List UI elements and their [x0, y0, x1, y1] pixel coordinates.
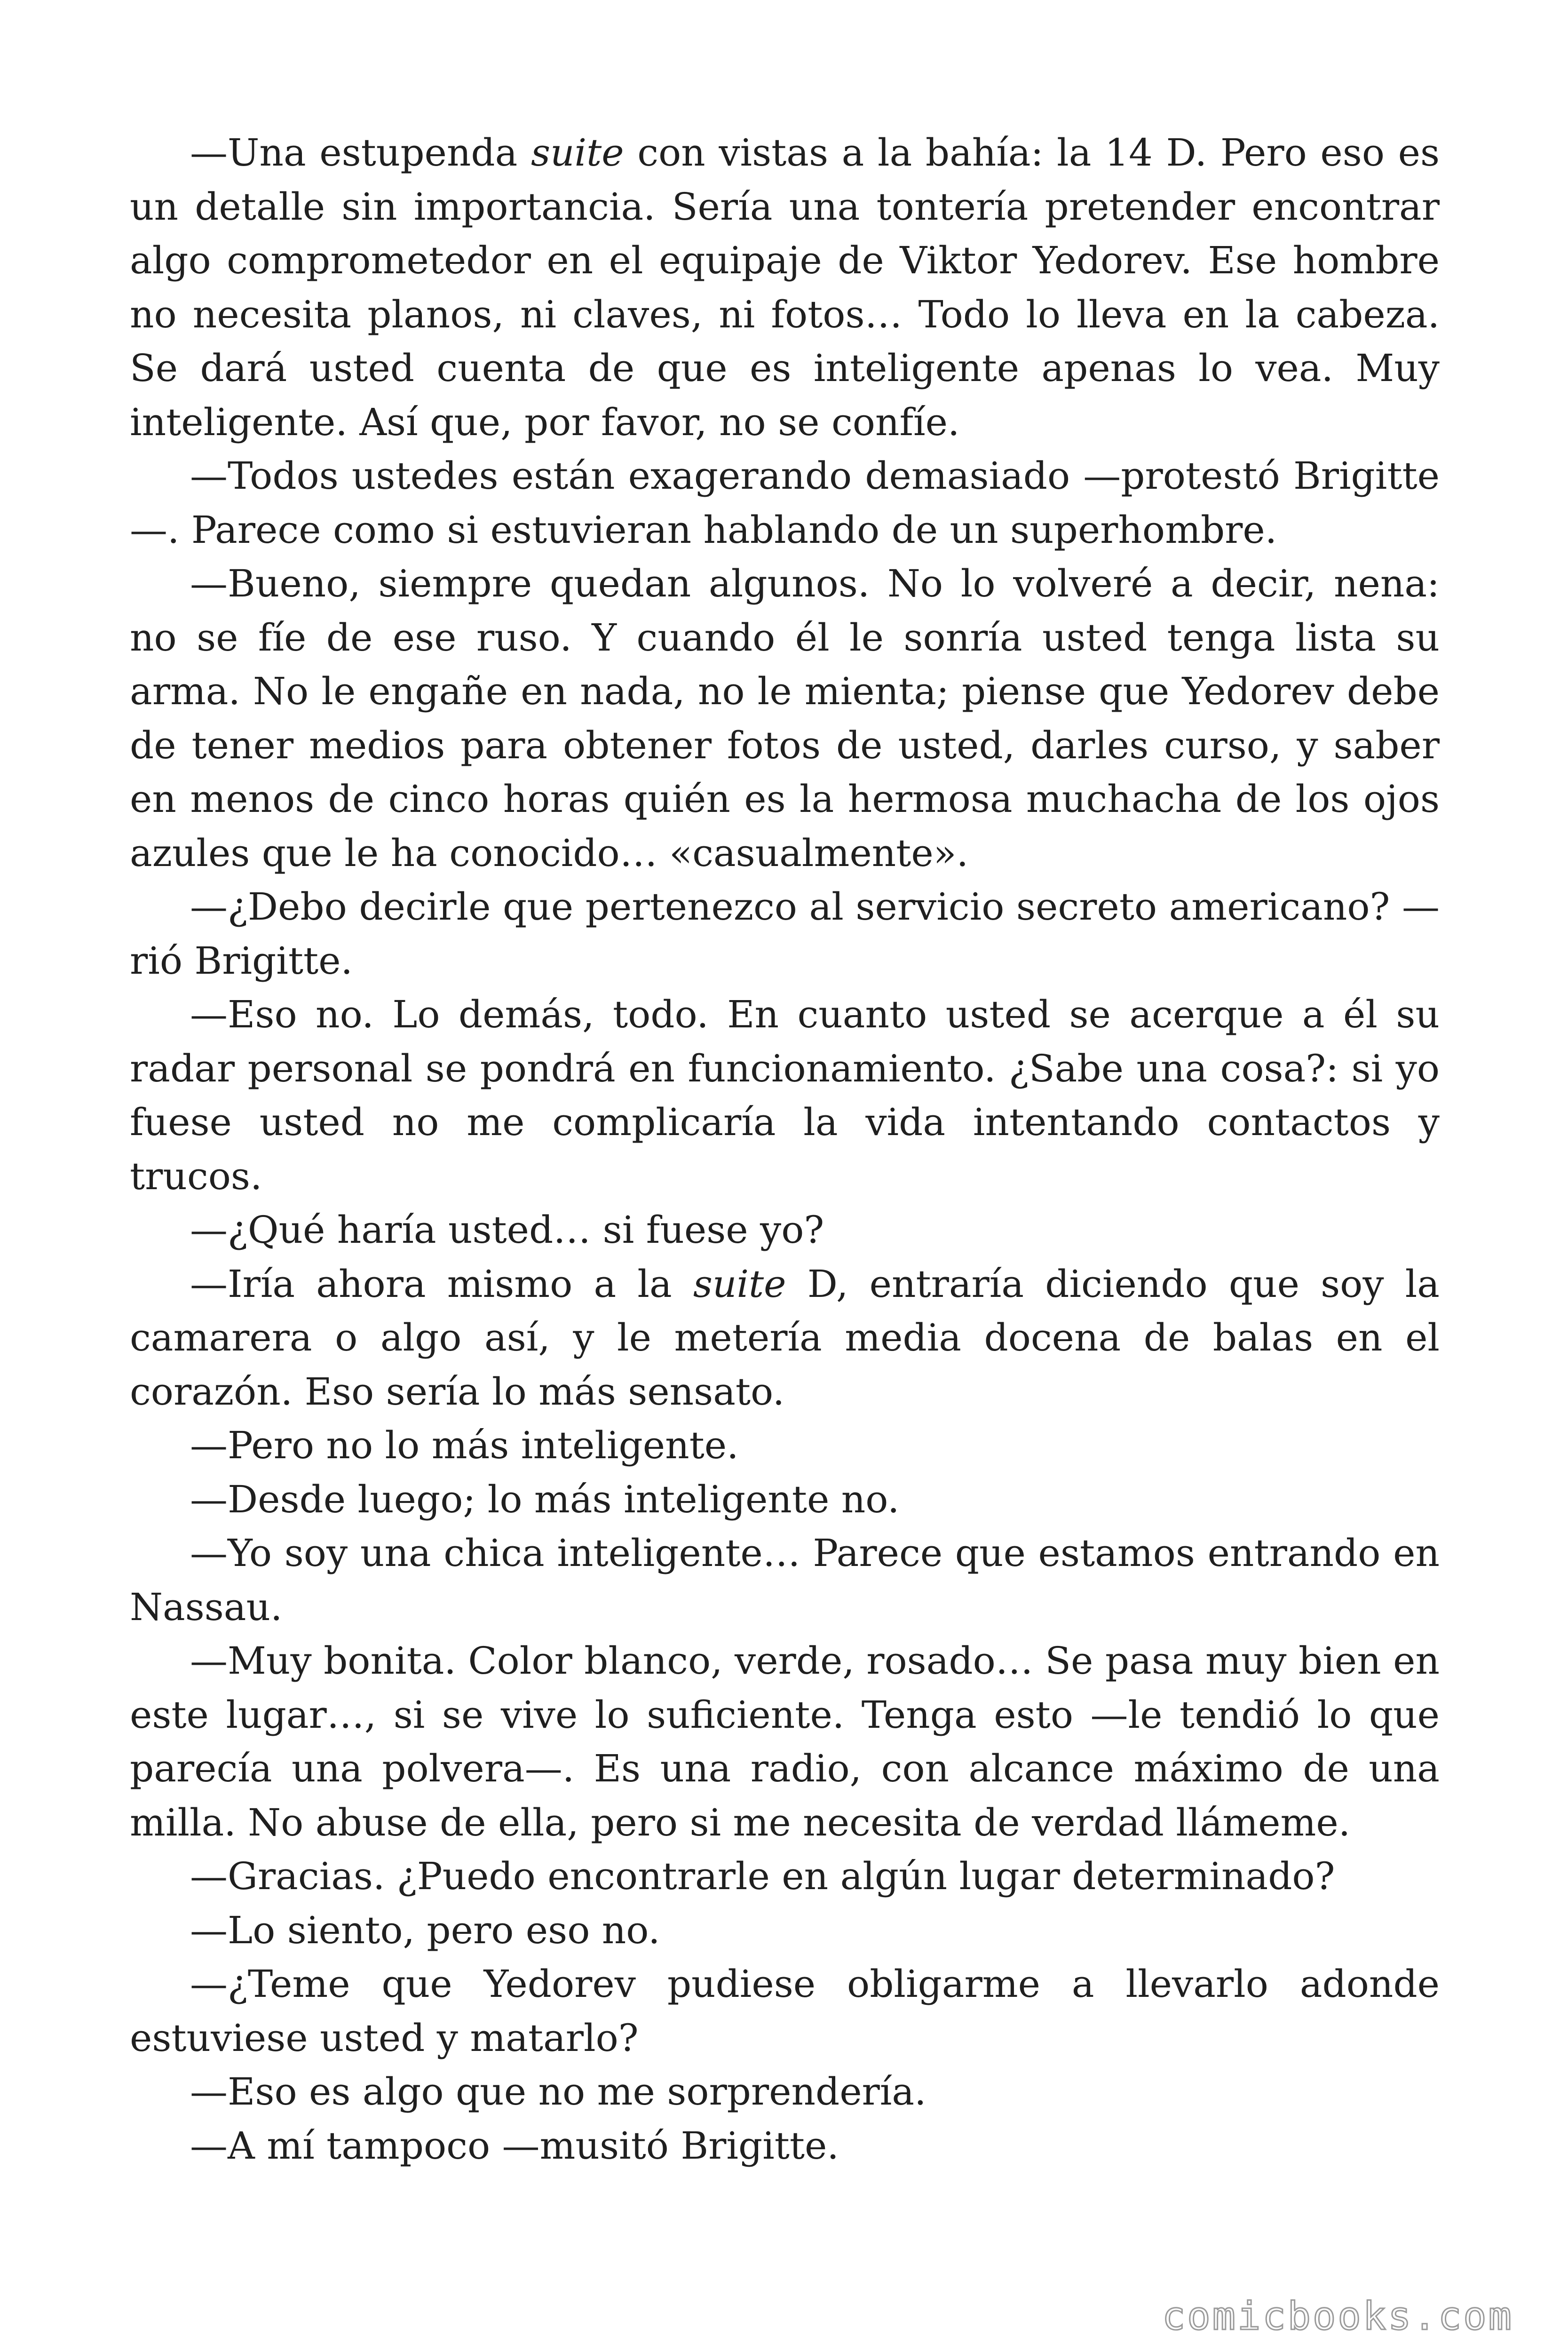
text-run: —Lo siento, pero eso no.	[190, 1908, 660, 1952]
text-run: —A mí tampoco —musitó Brigitte.	[190, 2123, 839, 2168]
text-run: D, entraría diciendo que soy la camarera o algo así, y le metería media docena de balas en el corazón. Eso sería lo más sensato.	[130, 1262, 1440, 1414]
text-run: —Yo soy una chica inteligente… Parece que estamos entrando en Nassau.	[130, 1531, 1440, 1629]
text-run: —Desde luego; lo más inteligente no.	[190, 1477, 900, 1521]
paragraph	[130, 1257, 1440, 1419]
text-run: —Eso no. Lo demás, todo. En cuanto usted se acerque a él su radar personal se pondrá en funcionamiento. ¿Sabe una cosa?: si yo fuese usted no me complicaría la vida intentando contactos y trucos.	[130, 993, 1440, 1198]
text-run: —Una estupenda	[190, 131, 531, 175]
watermark: comicbooks.com	[1162, 2294, 1513, 2339]
paragraph	[130, 988, 1440, 1203]
paragraph	[130, 557, 1440, 880]
italic-text: suite	[531, 131, 624, 175]
paragraph	[130, 1526, 1440, 1634]
paragraph	[130, 2119, 1440, 2173]
paragraph	[130, 1203, 1440, 1257]
text-run: —Gracias. ¿Puedo encontrarle en algún lugar determinado?	[190, 1854, 1335, 1898]
text-run: con vistas a la bahía: la 14 D. Pero eso es un detalle sin importancia. Sería una tontería pretender encontrar algo comprometedor en el equipaje de Viktor Yedorev. Ese hombre no necesita planos, ni claves, ni fotos… Todo lo lleva en la cabeza. Se dará usted cuenta de que es inteligente apenas lo vea. Muy inteligente. Así que, por favor, no se confíe.	[130, 131, 1440, 444]
paragraph	[130, 1419, 1440, 1473]
text-run: —¿Qué haría usted… si fuese yo?	[190, 1208, 824, 1252]
paragraph	[130, 1850, 1440, 1904]
text-run: —Bueno, siempre quedan algunos. No lo volveré a decir, nena: no se fíe de ese ruso. Y cuando él le sonría usted tenga lista su arma. No le engañe en nada, no le mienta; piense que Yedorev debe de tener medios para obtener fotos de usted, darles curso, y saber en menos de cinco horas quién es la hermosa muchacha de los ojos azules que le ha conocido… «casualmente».	[130, 562, 1440, 875]
text-run: —¿Teme que Yedorev pudiese obligarme a llevarlo adonde estuviese usted y matarlo?	[130, 1962, 1440, 2060]
text-run: —Pero no lo más inteligente.	[190, 1423, 739, 1467]
text-run: —Todos ustedes están exagerando demasiado —protestó Brigitte —. Parece como si estuvieran hablando de un superhombre.	[130, 454, 1440, 552]
paragraph	[130, 1957, 1440, 2065]
body-text	[130, 126, 1440, 2173]
italic-text: suite	[693, 1262, 786, 1306]
text-run: —Muy bonita. Color blanco, verde, rosado… Se pasa muy bien en este lugar…, si se vive lo suficiente. Tenga esto —le tendió lo que parecía una polvera—. Es una radio, con alcance máximo de una milla. No abuse de ella, pero si me necesita de verdad llámeme.	[130, 1639, 1440, 1844]
text-run: —Eso es algo que no me sorprendería.	[190, 2070, 927, 2114]
paragraph	[130, 2065, 1440, 2119]
paragraph	[130, 1904, 1440, 1958]
paragraph	[130, 1634, 1440, 1850]
text-run: —¿Debo decirle que pertenezco al servicio secreto americano? —rió Brigitte.	[130, 885, 1440, 983]
text-run: —Iría ahora mismo a la	[190, 1262, 693, 1306]
paragraph	[130, 880, 1440, 988]
paragraph	[130, 449, 1440, 557]
paragraph	[130, 126, 1440, 449]
paragraph	[130, 1473, 1440, 1527]
